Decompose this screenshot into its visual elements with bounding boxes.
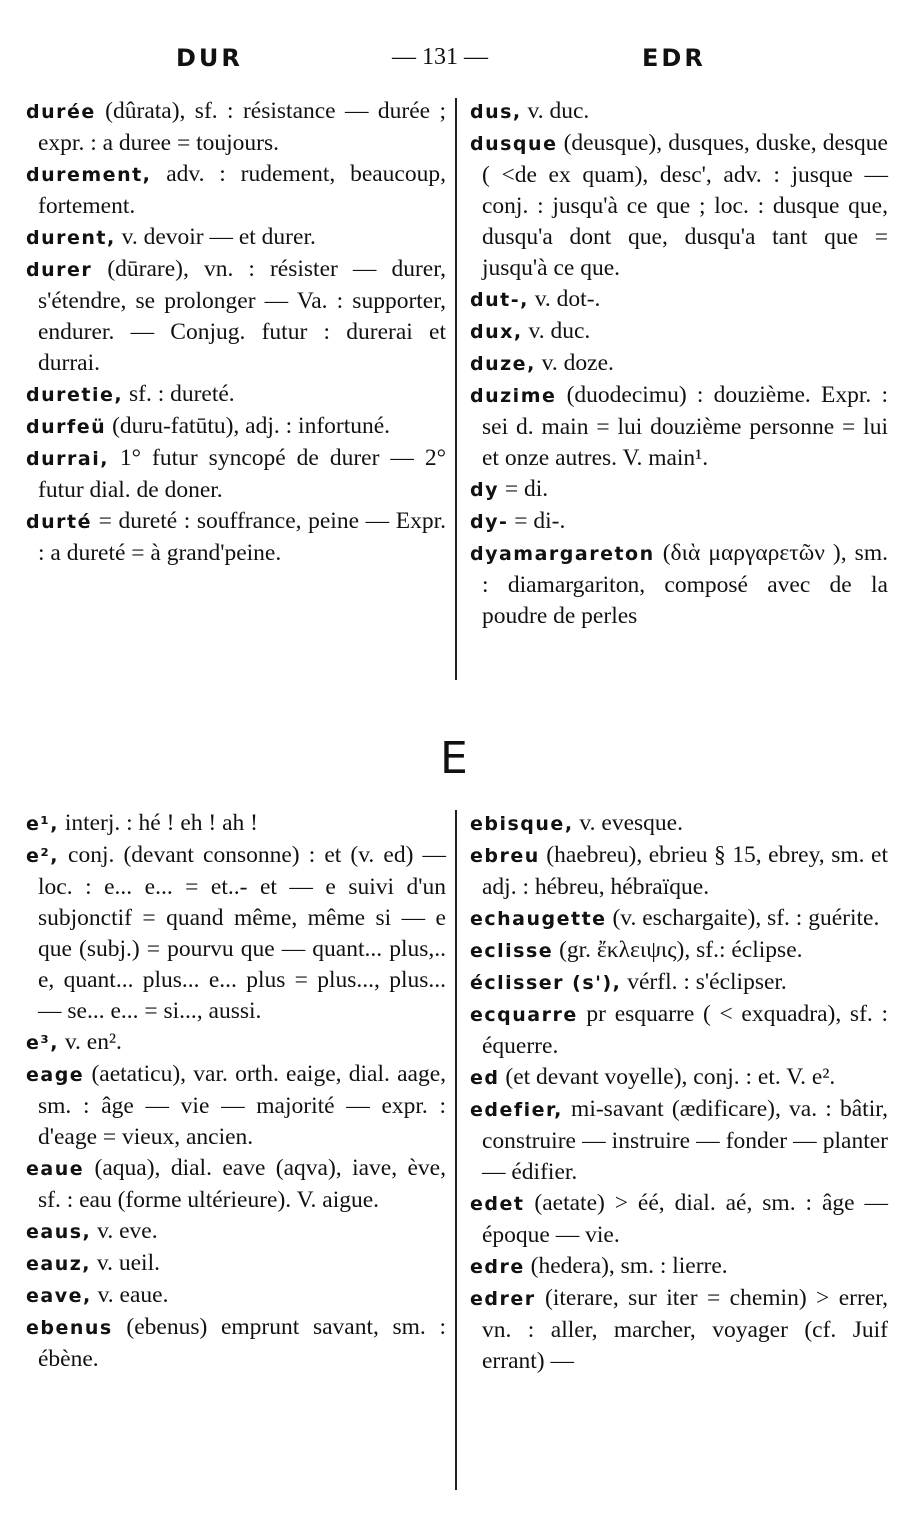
entry-definition: conj. (devant consonne) : et (v. ed) — loc. : e... e... = et..- et — e suivi d'un subjonctif = quand même, même si — e que (subj.) = pourvu que — quant... plus,.. e, quant... plus... e... plus = plus..., plus... — se... e... = si..., aussi. — [38, 842, 446, 1024]
dictionary-entry — [470, 903, 888, 935]
entry-definition: (aqua), dial. eave (aqva), iave, ève, sf. : eau (forme ultérieure). V. aigue. — [38, 1155, 446, 1213]
dictionary-entry — [470, 935, 888, 967]
dictionary-entry — [470, 284, 888, 316]
entry-definition: (hedera), sm. : lierre. — [524, 1253, 728, 1279]
dictionary-entry — [26, 808, 446, 840]
entry-definition: = di. — [499, 476, 549, 502]
entry-definition: v. dot-. — [528, 286, 601, 312]
entry-definition: (deusque), dusques, duske, desque ( <de ex quam), desc', adv. : jusque — conj. : jusqu'à ce que ; loc. : dusque que, dusqu'a dont que, dusqu'a tant que = jusqu'à ce que. — [482, 130, 888, 281]
entry-headword: éclisser (s'), — [470, 972, 622, 994]
dictionary-entry — [26, 1153, 446, 1216]
dictionary-entry — [470, 1062, 888, 1094]
dictionary-entry — [26, 1312, 446, 1375]
entry-headword: dus, — [470, 101, 522, 123]
entry-definition: v. duc. — [522, 318, 591, 344]
dictionary-entry — [26, 840, 446, 1027]
dictionary-entry — [26, 1216, 446, 1248]
entry-headword: edre — [470, 1256, 525, 1278]
column-divider-bottom — [455, 810, 457, 1490]
entry-definition: (dūrare), vn. : résister — durer, s'étendre, se prolonger — Va. : supporter, endurer. — Conjug. futur : durerai et durrai. — [38, 256, 446, 376]
entry-headword: ebreu — [470, 845, 540, 867]
dictionary-entry — [470, 1283, 888, 1377]
dictionary-entry — [26, 159, 446, 222]
entry-headword: eaus, — [26, 1221, 92, 1243]
entry-headword: ebenus — [26, 1317, 113, 1339]
dictionary-entry — [470, 1251, 888, 1283]
entry-headword: dut-, — [470, 289, 529, 311]
entry-headword: dusque — [470, 133, 558, 155]
dictionary-entry — [26, 506, 446, 569]
dictionary-entry — [470, 808, 888, 840]
entry-headword: duzime — [470, 385, 557, 407]
entry-definition: v. duc. — [521, 98, 590, 124]
dictionary-entry — [470, 316, 888, 348]
entry-definition: (iterare, sur iter = chemin) > errer, vn. : aller, marcher, voyager (cf. Juif errant) — — [482, 1285, 888, 1374]
entry-headword: ebisque, — [470, 813, 574, 835]
entry-headword: eaue — [26, 1158, 85, 1180]
entry-headword: eave, — [26, 1285, 92, 1307]
dictionary-entry — [26, 254, 446, 379]
entry-headword: e³, — [26, 1032, 59, 1054]
entry-definition: (haebreu), ebrieu § 15, ebrey, sm. et adj. : hébreu, hébraïque. — [482, 842, 888, 900]
dictionary-entry — [26, 411, 446, 443]
entry-definition: vérfl. : s'éclipser. — [621, 969, 787, 995]
entry-definition: = di-. — [508, 508, 566, 534]
dictionary-entry — [470, 348, 888, 380]
entry-headword: durent, — [26, 227, 116, 249]
entry-headword: dy — [470, 479, 499, 501]
entry-headword: dux, — [470, 321, 523, 343]
dictionary-entry — [470, 538, 888, 632]
entry-definition: v. evesque. — [573, 810, 683, 836]
dictionary-entry — [26, 1248, 446, 1280]
top-left-column — [26, 96, 446, 569]
entry-headword: duze, — [470, 353, 536, 375]
entry-headword: durer — [26, 259, 93, 281]
entry-headword: edet — [470, 1193, 525, 1215]
dictionary-entry — [470, 96, 888, 128]
entry-headword: duretie, — [26, 384, 124, 406]
entry-headword: dyamargareton — [470, 543, 655, 565]
entry-headword: e², — [26, 845, 59, 867]
entry-headword: e¹, — [26, 813, 59, 835]
entry-headword: eclisse — [470, 940, 554, 962]
entry-definition: v. devoir — et durer. — [115, 224, 316, 250]
dictionary-entry — [470, 967, 888, 999]
entry-definition: sf. : dureté. — [123, 381, 235, 407]
dictionary-entry — [470, 840, 888, 903]
page-header — [0, 44, 921, 84]
entry-definition: v. en². — [58, 1029, 122, 1055]
entry-headword: eage — [26, 1064, 85, 1086]
bottom-left-column — [26, 808, 446, 1375]
section-letter: E — [440, 733, 468, 784]
column-divider-top — [455, 98, 457, 680]
entry-headword: ed — [470, 1067, 500, 1089]
entry-definition: (διὰ μαργαρετῶν ), sm. : diamargariton, composé avec de la poudre de perles — [482, 540, 888, 629]
dictionary-entry — [26, 96, 446, 159]
entry-definition: v. ueil. — [91, 1250, 160, 1276]
entry-definition: (ebenus) emprunt savant, sm. : ébène. — [38, 1314, 446, 1372]
dictionary-entry — [470, 506, 888, 538]
entry-headword: ecquarre — [470, 1004, 578, 1026]
dictionary-entry — [26, 379, 446, 411]
entry-definition: (et devant voyelle), conj. : et. V. e². — [499, 1064, 836, 1090]
dictionary-entry — [26, 1027, 446, 1059]
entry-definition: mi-savant (ædificare), va. : bâtir, construire — instruire — fonder — planter — édifier. — [482, 1096, 888, 1185]
entry-headword: edefier, — [470, 1099, 563, 1121]
entry-headword: edrer — [470, 1288, 536, 1310]
dictionary-entry — [470, 1188, 888, 1251]
entry-definition: interj. : hé ! eh ! ah ! — [58, 810, 258, 836]
dictionary-entry — [470, 380, 888, 474]
entry-definition: v. doze. — [535, 350, 614, 376]
dictionary-entry — [470, 1094, 888, 1188]
dictionary-entry — [470, 474, 888, 506]
entry-headword: durrai, — [26, 448, 109, 470]
entry-headword: durée — [26, 101, 96, 123]
dictionary-entry — [26, 443, 446, 506]
entry-definition: (gr. ἔκλειψις), sf.: éclipse. — [553, 937, 803, 963]
entry-definition: (aetaticu), var. orth. eaige, dial. aage, sm. : âge — vie — majorité — expr. : d'eage = vieux, ancien. — [38, 1061, 446, 1150]
dictionary-entry — [26, 222, 446, 254]
entry-headword: durté — [26, 511, 92, 533]
entry-definition: v. eve. — [91, 1218, 158, 1244]
entry-definition: (duodecimu) : douzième. Expr. : sei d. main = lui douzième personne = lui et onze autres. V. main¹. — [482, 382, 888, 471]
entry-definition: 1° futur syncopé de durer — 2° futur dial. de doner. — [38, 445, 446, 503]
entry-headword: durement, — [26, 164, 152, 186]
dictionary-entry — [470, 128, 888, 284]
entry-definition: v. eaue. — [91, 1282, 169, 1308]
entry-headword: eauz, — [26, 1253, 92, 1275]
running-head-left: DUR — [176, 44, 243, 72]
entry-headword: dy- — [470, 511, 509, 533]
top-right-column — [470, 96, 888, 632]
entry-definition: (aetate) > éé, dial. aé, sm. : âge — époque — vie. — [482, 1190, 888, 1248]
entry-definition: pr esquarre ( < exquadra), sf. : équerre. — [482, 1001, 888, 1059]
dictionary-entry — [26, 1280, 446, 1312]
running-head-right: EDR — [642, 44, 706, 72]
entry-definition: = dureté : souffrance, peine — Expr. : a dureté = à grand'peine. — [38, 508, 446, 566]
dictionary-entry — [470, 999, 888, 1062]
entry-definition: (dûrata), sf. : résistance — durée ; expr. : a duree = toujours. — [38, 98, 446, 156]
bottom-right-column — [470, 808, 888, 1377]
entry-definition: (v. eschargaite), sf. : guérite. — [606, 905, 880, 931]
entry-headword: echaugette — [470, 908, 607, 930]
entry-headword: durfeü — [26, 416, 107, 438]
dictionary-entry — [26, 1059, 446, 1153]
entry-definition: adv. : rudement, beaucoup, fortement. — [38, 161, 446, 219]
page-number: — 131 — — [392, 44, 488, 70]
entry-definition: (duru-fatūtu), adj. : infortuné. — [106, 413, 391, 439]
